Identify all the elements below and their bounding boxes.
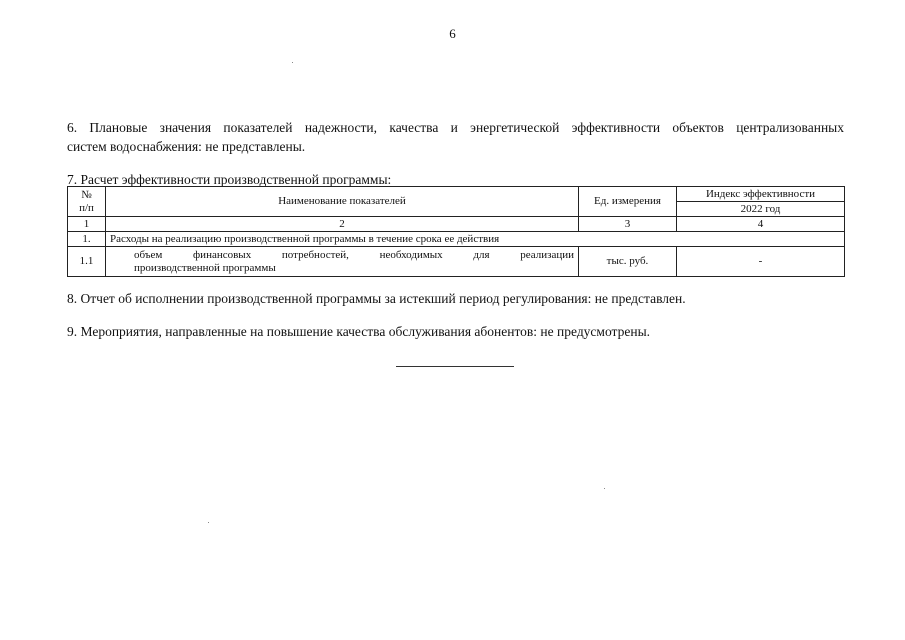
header-number-line-1: № — [81, 188, 92, 201]
col-number-4: 4 — [677, 217, 845, 232]
section-6-line-1: 6. Плановые значения показателей надежности, качества и энергетической эффективности объектов централизованных — [67, 120, 844, 135]
row-1-1-name — [106, 247, 579, 277]
page-number: 6 — [449, 26, 456, 41]
closing-rule — [396, 366, 514, 367]
section-9-paragraph: 9. Мероприятия, направленные на повышение качества обслуживания абонентов: не предусмотрены. — [67, 324, 651, 339]
row-1-number: 1. — [68, 232, 106, 247]
col-number-1: 1 — [68, 217, 106, 232]
header-year: 2022 год — [677, 202, 845, 217]
header-unit: Ед. измерения — [579, 187, 677, 217]
header-number-line-2: п/п — [79, 201, 94, 214]
header-index: Индекс эффективности — [677, 187, 845, 202]
row-1-1-name-line-1: объем финансовых потребностей, необходимых для реализации — [134, 248, 574, 261]
col-number-2: 2 — [106, 217, 579, 232]
row-1-name: Расходы на реализацию производственной программы в течение срока ее действия — [106, 232, 845, 247]
header-number — [68, 187, 106, 217]
section-7-title: 7. Расчет эффективности производственной программы: — [67, 172, 392, 187]
column-numbers-row — [68, 217, 845, 232]
section-8-paragraph: 8. Отчет об исполнении производственной программы за истекший период регулирования: не представлен. — [67, 291, 686, 306]
col-number-3: 3 — [579, 217, 677, 232]
section-6-paragraph — [67, 118, 844, 156]
row-1-1-name-line-2: производственной программы — [134, 261, 276, 274]
row-1-1-value: - — [677, 247, 845, 277]
header-name: Наименование показателей — [106, 187, 579, 217]
scan-speck — [208, 522, 209, 523]
row-1-1-number: 1.1 — [68, 247, 106, 277]
table-row — [68, 247, 845, 277]
section-6-line-2: систем водоснабжения: не представлены. — [67, 139, 306, 154]
scan-speck — [292, 62, 293, 63]
row-1-1-unit: тыс. руб. — [579, 247, 677, 277]
scan-speck — [604, 488, 605, 489]
efficiency-table — [67, 186, 845, 277]
table-row — [68, 232, 845, 247]
